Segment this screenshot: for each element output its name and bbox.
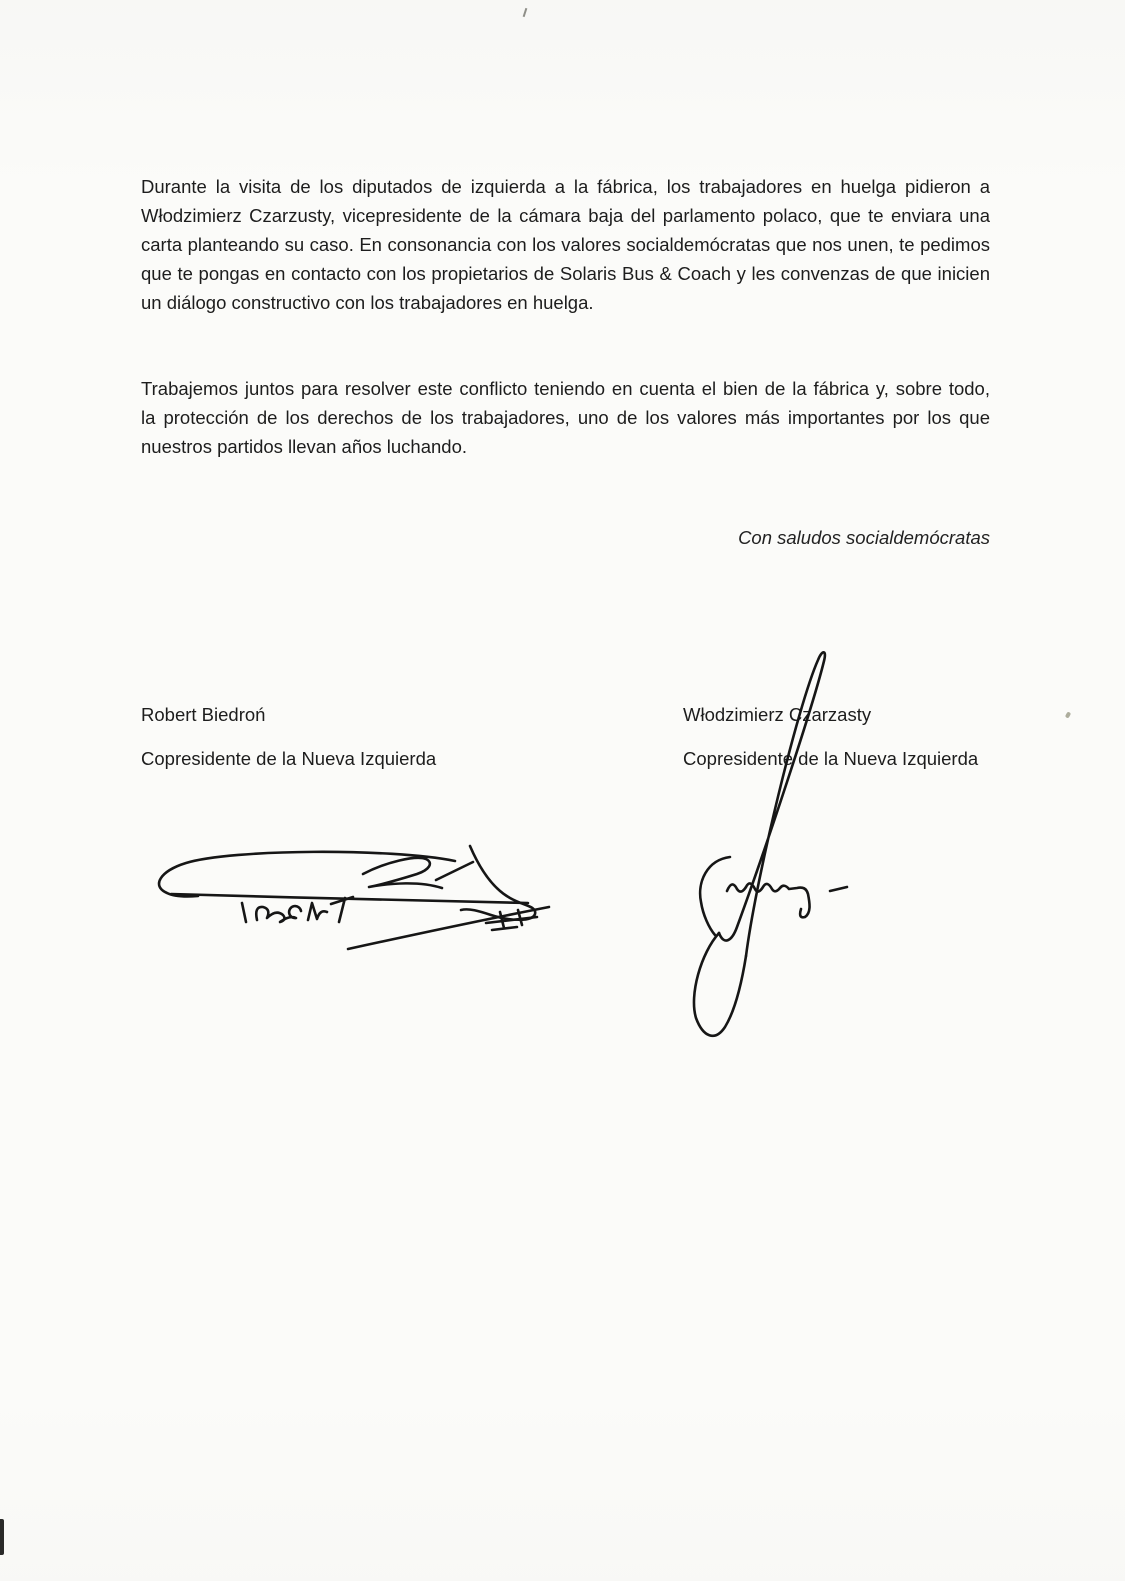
paragraph-line: un diálogo constructivo con los trabajadores en huelga.	[141, 292, 594, 313]
closing-salutation: Con saludos socialdemócratas	[738, 527, 990, 548]
paragraph-line: la protección de los derechos de los trabajadores, uno de los valores más importantes por los que	[141, 407, 990, 428]
letter-paragraph-1	[141, 172, 990, 317]
signatory-title-right: Copresidente de la Nueva Izquierda	[683, 748, 979, 769]
signatory-name-right: Włodzimierz Czarzasty	[683, 704, 872, 725]
paragraph-line: que te pongas en contacto con los propietarios de Solaris Bus & Coach y les convenzas de que inicien	[141, 263, 990, 284]
paragraph-line: Durante la visita de los diputados de izquierda a la fábrica, los trabajadores en huelga pidieron a	[141, 176, 990, 197]
wlodzimierz-czarzasty-signature	[655, 630, 905, 1055]
signatory-title-left: Copresidente de la Nueva Izquierda	[141, 748, 437, 769]
paragraph-line: carta planteando su caso. En consonancia con los valores socialdemócratas que nos unen, te pedimos	[141, 234, 990, 255]
scan-edge-smudge	[0, 1519, 4, 1555]
paragraph-line: Trabajemos juntos para resolver este conflicto teniendo en cuenta el bien de la fábrica y, sobre todo,	[141, 378, 990, 399]
robert-biedron-signature	[140, 832, 560, 957]
scan-speck-top	[523, 8, 528, 17]
signatory-name-left: Robert Biedroń	[141, 704, 266, 725]
scan-speck-right	[1065, 711, 1071, 718]
paragraph-line: nuestros partidos llevan años luchando.	[141, 436, 468, 457]
paragraph-line: Włodzimierz Czarzusty, vicepresidente de la cámara baja del parlamento polaco, que te enviara una	[141, 205, 990, 226]
letter-paragraph-2	[141, 374, 990, 461]
